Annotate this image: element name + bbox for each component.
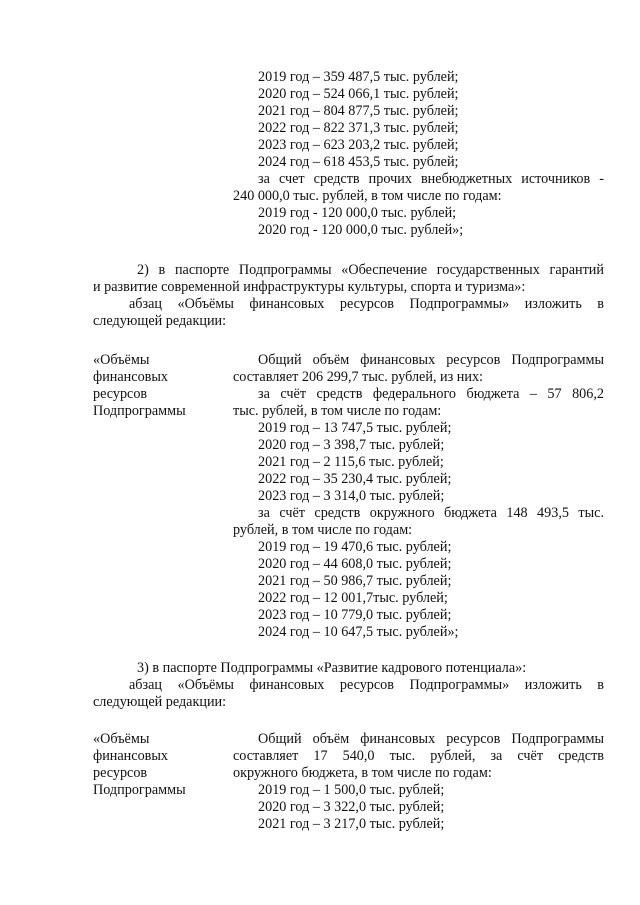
year-line: 2020 год – 3 322,0 тыс. рублей;: [258, 799, 445, 815]
federal-budget-line: за счёт средств федерального бюджета – 57 806,2: [258, 386, 604, 402]
total-funding-line: окружного бюджета, в том числе по годам:: [233, 765, 492, 781]
table-label: ресурсов: [93, 765, 148, 781]
year-line: 2020 год – 524 066,1 тыс. рублей;: [258, 86, 459, 102]
table-label: финансовых: [93, 369, 168, 385]
section-heading: 3) в паспорте Подпрограммы «Развитие кадрового потенциала»:: [137, 660, 527, 676]
year-line: 2021 год – 2 115,6 тыс. рублей;: [258, 454, 444, 470]
year-line: 2023 год – 623 203,2 тыс. рублей;: [258, 137, 459, 153]
year-line: 2020 год – 3 398,7 тыс. рублей;: [258, 437, 445, 453]
year-line: 2023 год – 10 779,0 тыс. рублей;: [258, 607, 452, 623]
total-funding-line: Общий объём финансовых ресурсов Подпрограммы: [258, 352, 604, 368]
district-budget-line: за счёт средств окружного бюджета 148 493,5 тыс.: [258, 505, 604, 521]
district-budget-line: рублей, в том числе по годам:: [233, 522, 413, 538]
total-funding-line: составляет 206 299,7 тыс. рублей, из них:: [233, 369, 483, 385]
year-line: 2022 год – 822 371,3 тыс. рублей;: [258, 120, 459, 136]
year-line: 2024 год – 618 453,5 тыс. рублей;: [258, 154, 459, 170]
table-label: ресурсов: [93, 386, 148, 402]
year-line: 2021 год – 3 217,0 тыс. рублей;: [258, 816, 445, 832]
table-label: «Объёмы: [93, 731, 150, 747]
year-line: 2022 год – 12 001,7тыс. рублей;: [258, 590, 448, 606]
table-label: Подпрограммы: [93, 403, 186, 419]
table-label: «Объёмы: [93, 352, 150, 368]
section-heading: и развитие современной инфраструктуры культуры, спорта и туризма»:: [93, 279, 526, 295]
year-line: 2019 год – 359 487,5 тыс. рублей;: [258, 69, 459, 85]
year-line: 2020 год - 120 000,0 тыс. рублей»;: [258, 222, 464, 238]
total-funding-line: составляет 17 540,0 тыс. рублей, за счёт средств: [233, 748, 604, 764]
year-line: 2023 год – 3 314,0 тыс. рублей;: [258, 488, 445, 504]
instruction-text: следующей редакции:: [93, 313, 227, 329]
section-heading: 2) в паспорте Подпрограммы «Обеспечение государственных гарантий: [137, 262, 604, 278]
other-sources-line: 240 000,0 тыс. рублей, в том числе по годам:: [233, 188, 502, 204]
year-line: 2020 год – 44 608,0 тыс. рублей;: [258, 556, 452, 572]
year-line: 2022 год – 35 230,4 тыс. рублей;: [258, 471, 452, 487]
year-line: 2021 год – 804 877,5 тыс. рублей;: [258, 103, 459, 119]
table-label: Подпрограммы: [93, 782, 186, 798]
other-sources-line: за счет средств прочих внебюджетных источников -: [258, 171, 604, 187]
year-line: 2019 год - 120 000,0 тыс. рублей;: [258, 205, 457, 221]
year-line: 2021 год – 50 986,7 тыс. рублей;: [258, 573, 452, 589]
instruction-text: абзац «Объёмы финансовых ресурсов Подпрограммы» изложить в: [129, 296, 604, 312]
instruction-text: абзац «Объёмы финансовых ресурсов Подпрограммы» изложить в: [129, 677, 604, 693]
instruction-text: следующей редакции:: [93, 694, 227, 710]
year-line: 2024 год – 10 647,5 тыс. рублей»;: [258, 624, 459, 640]
year-line: 2019 год – 1 500,0 тыс. рублей;: [258, 782, 445, 798]
year-line: 2019 год – 19 470,6 тыс. рублей;: [258, 539, 452, 555]
federal-budget-line: тыс. рублей, в том числе по годам:: [233, 403, 442, 419]
table-label: финансовых: [93, 748, 168, 764]
total-funding-line: Общий объём финансовых ресурсов Подпрограммы: [258, 731, 604, 747]
year-line: 2019 год – 13 747,5 тыс. рублей;: [258, 420, 452, 436]
